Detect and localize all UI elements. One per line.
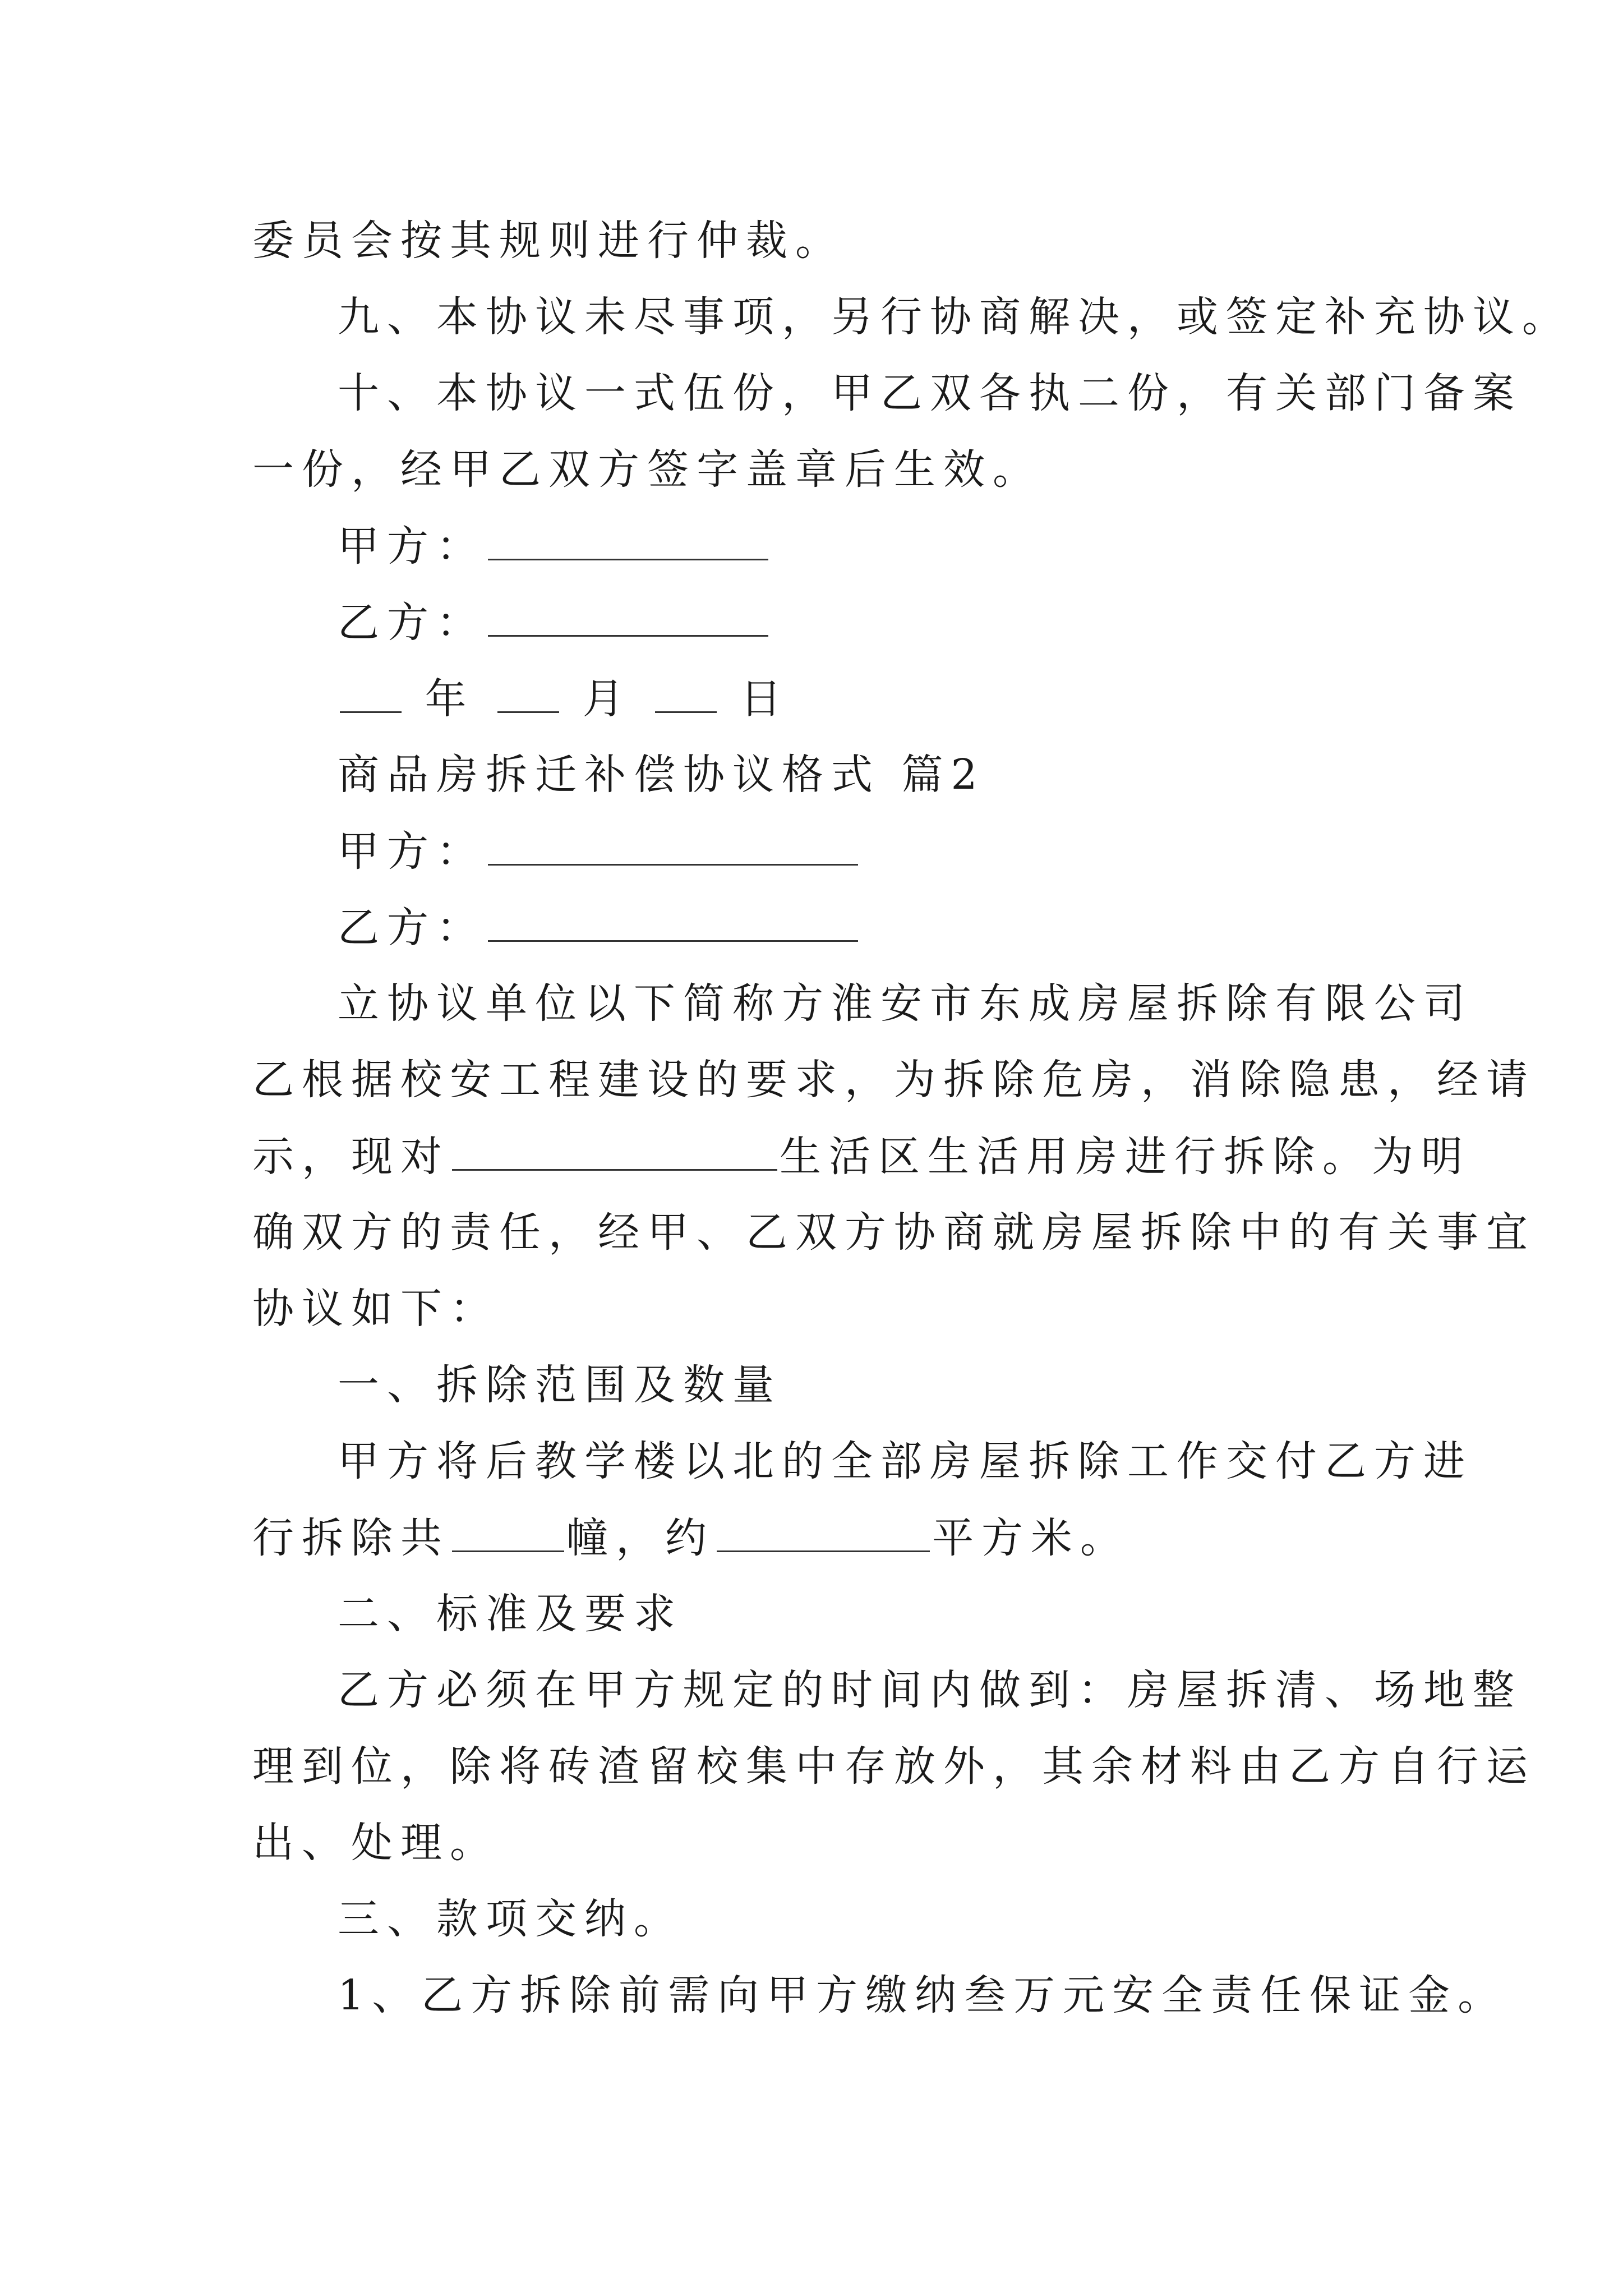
paragraph-line — [252, 1514, 1129, 1562]
area-blank — [717, 1517, 930, 1552]
party-b-blank — [488, 601, 768, 637]
month-blank — [497, 678, 559, 713]
section-heading: 二、标准及要求 — [338, 1590, 683, 1638]
paragraph-line: 出、处理。 — [252, 1819, 499, 1867]
paragraph-line — [252, 1133, 1470, 1181]
paragraph-line: 甲方将后教学楼以北的全部房屋拆除工作交付乙方进 — [338, 1437, 1473, 1485]
party-a-field — [338, 827, 860, 876]
paragraph-line: 理到位，除将砖渣留校集中存放外，其余材料由乙方自行运 — [252, 1742, 1536, 1791]
paragraph-line: 确双方的责任，经甲、乙双方协商就房屋拆除中的有关事宜 — [252, 1208, 1536, 1257]
section-heading: 三、款项交纳。 — [338, 1895, 683, 1943]
text-segment: 示，现对 — [252, 1133, 450, 1181]
day-label: 日 — [740, 675, 790, 723]
clause-nine: 九、本协议未尽事项，另行协商解决，或签定补充协议。 — [338, 293, 1571, 341]
paragraph-line: 乙方必须在甲方规定的时间内做到：房屋拆清、场地整 — [338, 1666, 1522, 1714]
paragraph-line: 立协议单位以下简称方淮安市东成房屋拆除有限公司 — [338, 979, 1473, 1028]
text-segment: 生活区生活用房进行拆除。为明 — [780, 1133, 1470, 1181]
section-title: 商品房拆迁补偿协议格式 篇2 — [338, 751, 985, 799]
clause-ten: 十、本协议一式伍份，甲乙双各执二份，有关部门备案 — [338, 369, 1522, 417]
party-a-label: 甲方： — [338, 827, 486, 876]
text-line: 委员会按其规则进行仲裁。 — [252, 217, 845, 265]
paragraph-line: 协议如下： — [252, 1285, 499, 1333]
location-blank — [452, 1135, 777, 1171]
party-a-blank — [488, 525, 768, 560]
party-b-blank — [488, 907, 858, 942]
party-a-blank — [488, 830, 858, 866]
text-line: 一份，经甲乙双方签字盖章后生效。 — [252, 445, 1042, 494]
paragraph-line: 乙根据校安工程建设的要求，为拆除危房，消除隐患，经请 — [252, 1056, 1536, 1104]
paragraph-line: 1、乙方拆除前需向甲方缴纳叁万元安全责任保证金。 — [338, 1971, 1507, 2019]
section-heading: 一、拆除范围及数量 — [338, 1361, 782, 1409]
party-b-field — [338, 904, 860, 952]
year-label: 年 — [425, 675, 474, 723]
party-a-label: 甲方： — [338, 522, 486, 570]
party-b-label: 乙方： — [338, 599, 486, 647]
text-segment: 平方米。 — [932, 1514, 1129, 1562]
count-blank — [452, 1517, 564, 1552]
party-b-signature — [338, 599, 771, 647]
day-blank — [655, 678, 717, 713]
party-a-signature — [338, 522, 771, 570]
date-line — [338, 675, 790, 723]
month-label: 月 — [582, 675, 632, 723]
party-b-label: 乙方： — [338, 904, 486, 952]
year-blank — [340, 678, 402, 713]
text-segment: 行拆除共 — [252, 1514, 450, 1562]
text-segment: 幢，约 — [566, 1514, 714, 1562]
